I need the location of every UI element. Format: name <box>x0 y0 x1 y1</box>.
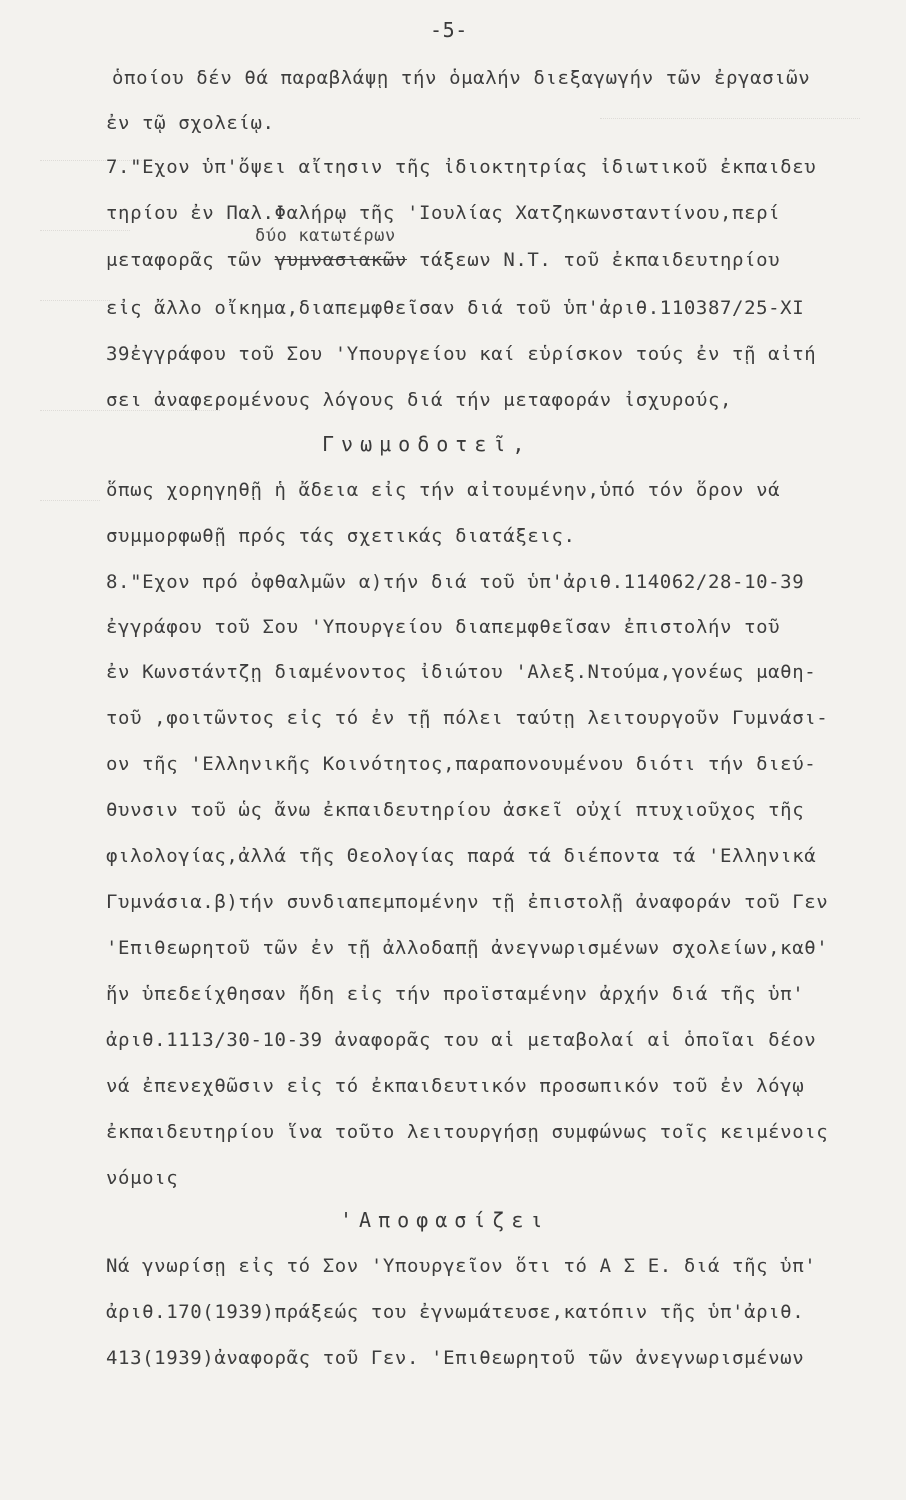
text-line-20: ἥν ὑπεδείχθησαν ἤδη εἰς τήν προϊσταμένην ἀρχήν διά τῆς ὑπ' <box>106 983 805 1005</box>
text-line-19: 'Επιθεωρητοῦ τῶν ἐν τῇ ἀλλοδαπῇ ἀνεγνωρισμένων σχολείων,καθ' <box>106 937 829 959</box>
text-line-23: ἐκπαιδευτηρίου ἵνα τοῦτο λειτουργήσῃ συμφώνως τοῖς κειμένοις <box>106 1121 829 1143</box>
text-line-8: σει ἀναφερομένους λόγους διά τήν μεταφοράν ἰσχυρούς, <box>106 389 733 411</box>
text-line-22: νά ἐπενεχθῶσιν εἰς τό ἐκπαιδευτικόν προσωπικόν τοῦ ἐν λόγῳ <box>106 1075 805 1097</box>
heading-decision: 'Αποφασίζει <box>340 1208 550 1232</box>
text-line-18: Γυμνάσια.β)τήν συνδιαπεμπομένην τῇ ἐπιστολῇ ἀναφοράν τοῦ Γεν <box>106 891 829 913</box>
text-line-26: ἀριθ.170(1939)πράξεώς του ἐγνωμάτευσε,κατόπιν τῆς ὑπ'ἀριθ. <box>106 1301 805 1323</box>
text-line-16: θυνσιν τοῦ ὡς ἄνω ἐκπαιδευτηρίου ἀσκεῖ οὐχί πτυχιοῦχος τῆς <box>106 799 805 821</box>
text-line-25: Νά γνωρίσῃ εἰς τό Σον 'Υπουργεῖον ὅτι τό Α Σ Ε. διά τῆς ὑπ' <box>106 1255 817 1277</box>
text-line-4: τηρίου ἐν Παλ.Φαλήρῳ τῆς 'Ιουλίας Χατζηκωνσταντίνου,περί <box>106 202 781 224</box>
text-line-10: συμμορφωθῇ πρός τάς σχετικάς διατάξεις. <box>106 525 576 547</box>
text-line-11: 8."Εχον πρό ὀφθαλμῶν α)τήν διά τοῦ ὑπ'ἀριθ.114062/28-10-39 <box>106 571 805 593</box>
text-line-1: ὁποίου δέν θά παραβλάψῃ τήν ὁμαλήν διεξαγωγήν τῶν ἐργασιῶν <box>112 67 811 89</box>
text-line-6: εἰς ἄλλο οἴκημα,διαπεμφθεῖσαν διά τοῦ ὑπ'ἀριθ.110387/25-ΧΙ <box>106 297 805 319</box>
text-line-2: ἐν τῷ σχολείῳ. <box>106 112 275 134</box>
text-line-3: 7."Εχον ὑπ'ὄψει αἴτησιν τῆς ἰδιοκτητρίας ἰδιωτικοῦ ἐκπαιδευ <box>106 156 817 178</box>
text-line-5-end: τάξεων Ν.Τ. τοῦ ἐκπαιδευτηρίου <box>419 249 781 271</box>
text-line-24: νόμοις <box>106 1167 179 1189</box>
text-line-7: 39ἐγγράφου τοῦ Σου 'Υπουργείου καί εὑρίσκον τούς ἐν τῇ αἰτή <box>106 343 817 365</box>
struck-word: γυμνασιακῶν <box>274 249 407 271</box>
text-line-5-start: μεταφορᾶς τῶν <box>106 249 263 271</box>
text-line-9: ὅπως χορηγηθῇ ἡ ἄδεια εἰς τήν αἰτουμένην,ὑπό τόν ὅρον νά <box>106 479 781 501</box>
text-line-14: τοῦ ,φοιτῶντος εἰς τό ἐν τῇ πόλει ταύτῃ λειτουργοῦν Γυμνάσι- <box>106 707 829 729</box>
text-line-13: ἐν Κωνστάντζῃ διαμένοντος ἰδιώτου 'Αλεξ.Ντούμα,γονέως μαθη- <box>106 661 817 683</box>
text-line-17: φιλολογίας,ἀλλά τῆς Θεολογίας παρά τά διέποντα τά 'Ελληνικά <box>106 845 817 867</box>
text-line-5 <box>106 248 780 272</box>
handwritten-insert: δύο κατωτέρων <box>255 226 396 246</box>
text-line-21: ἀριθ.1113/30-10-39 ἀναφορᾶς του αἱ μεταβολαί αἱ ὁποῖαι δέον <box>106 1029 817 1051</box>
heading-opinion: Γνωμοδοτεῖ, <box>322 432 532 456</box>
text-line-12: ἐγγράφου τοῦ Σου 'Υπουργείου διαπεμφθεῖσαν ἐπιστολήν τοῦ <box>106 616 781 638</box>
page-number: -5- <box>430 18 468 42</box>
text-line-27: 413(1939)ἀναφορᾶς τοῦ Γεν. 'Επιθεωρητοῦ τῶν ἀνεγνωρισμένων <box>106 1347 805 1369</box>
text-line-15: ον τῆς 'Ελληνικῆς Κοινότητος,παραπονουμένου διότι τήν διεύ- <box>106 753 817 775</box>
